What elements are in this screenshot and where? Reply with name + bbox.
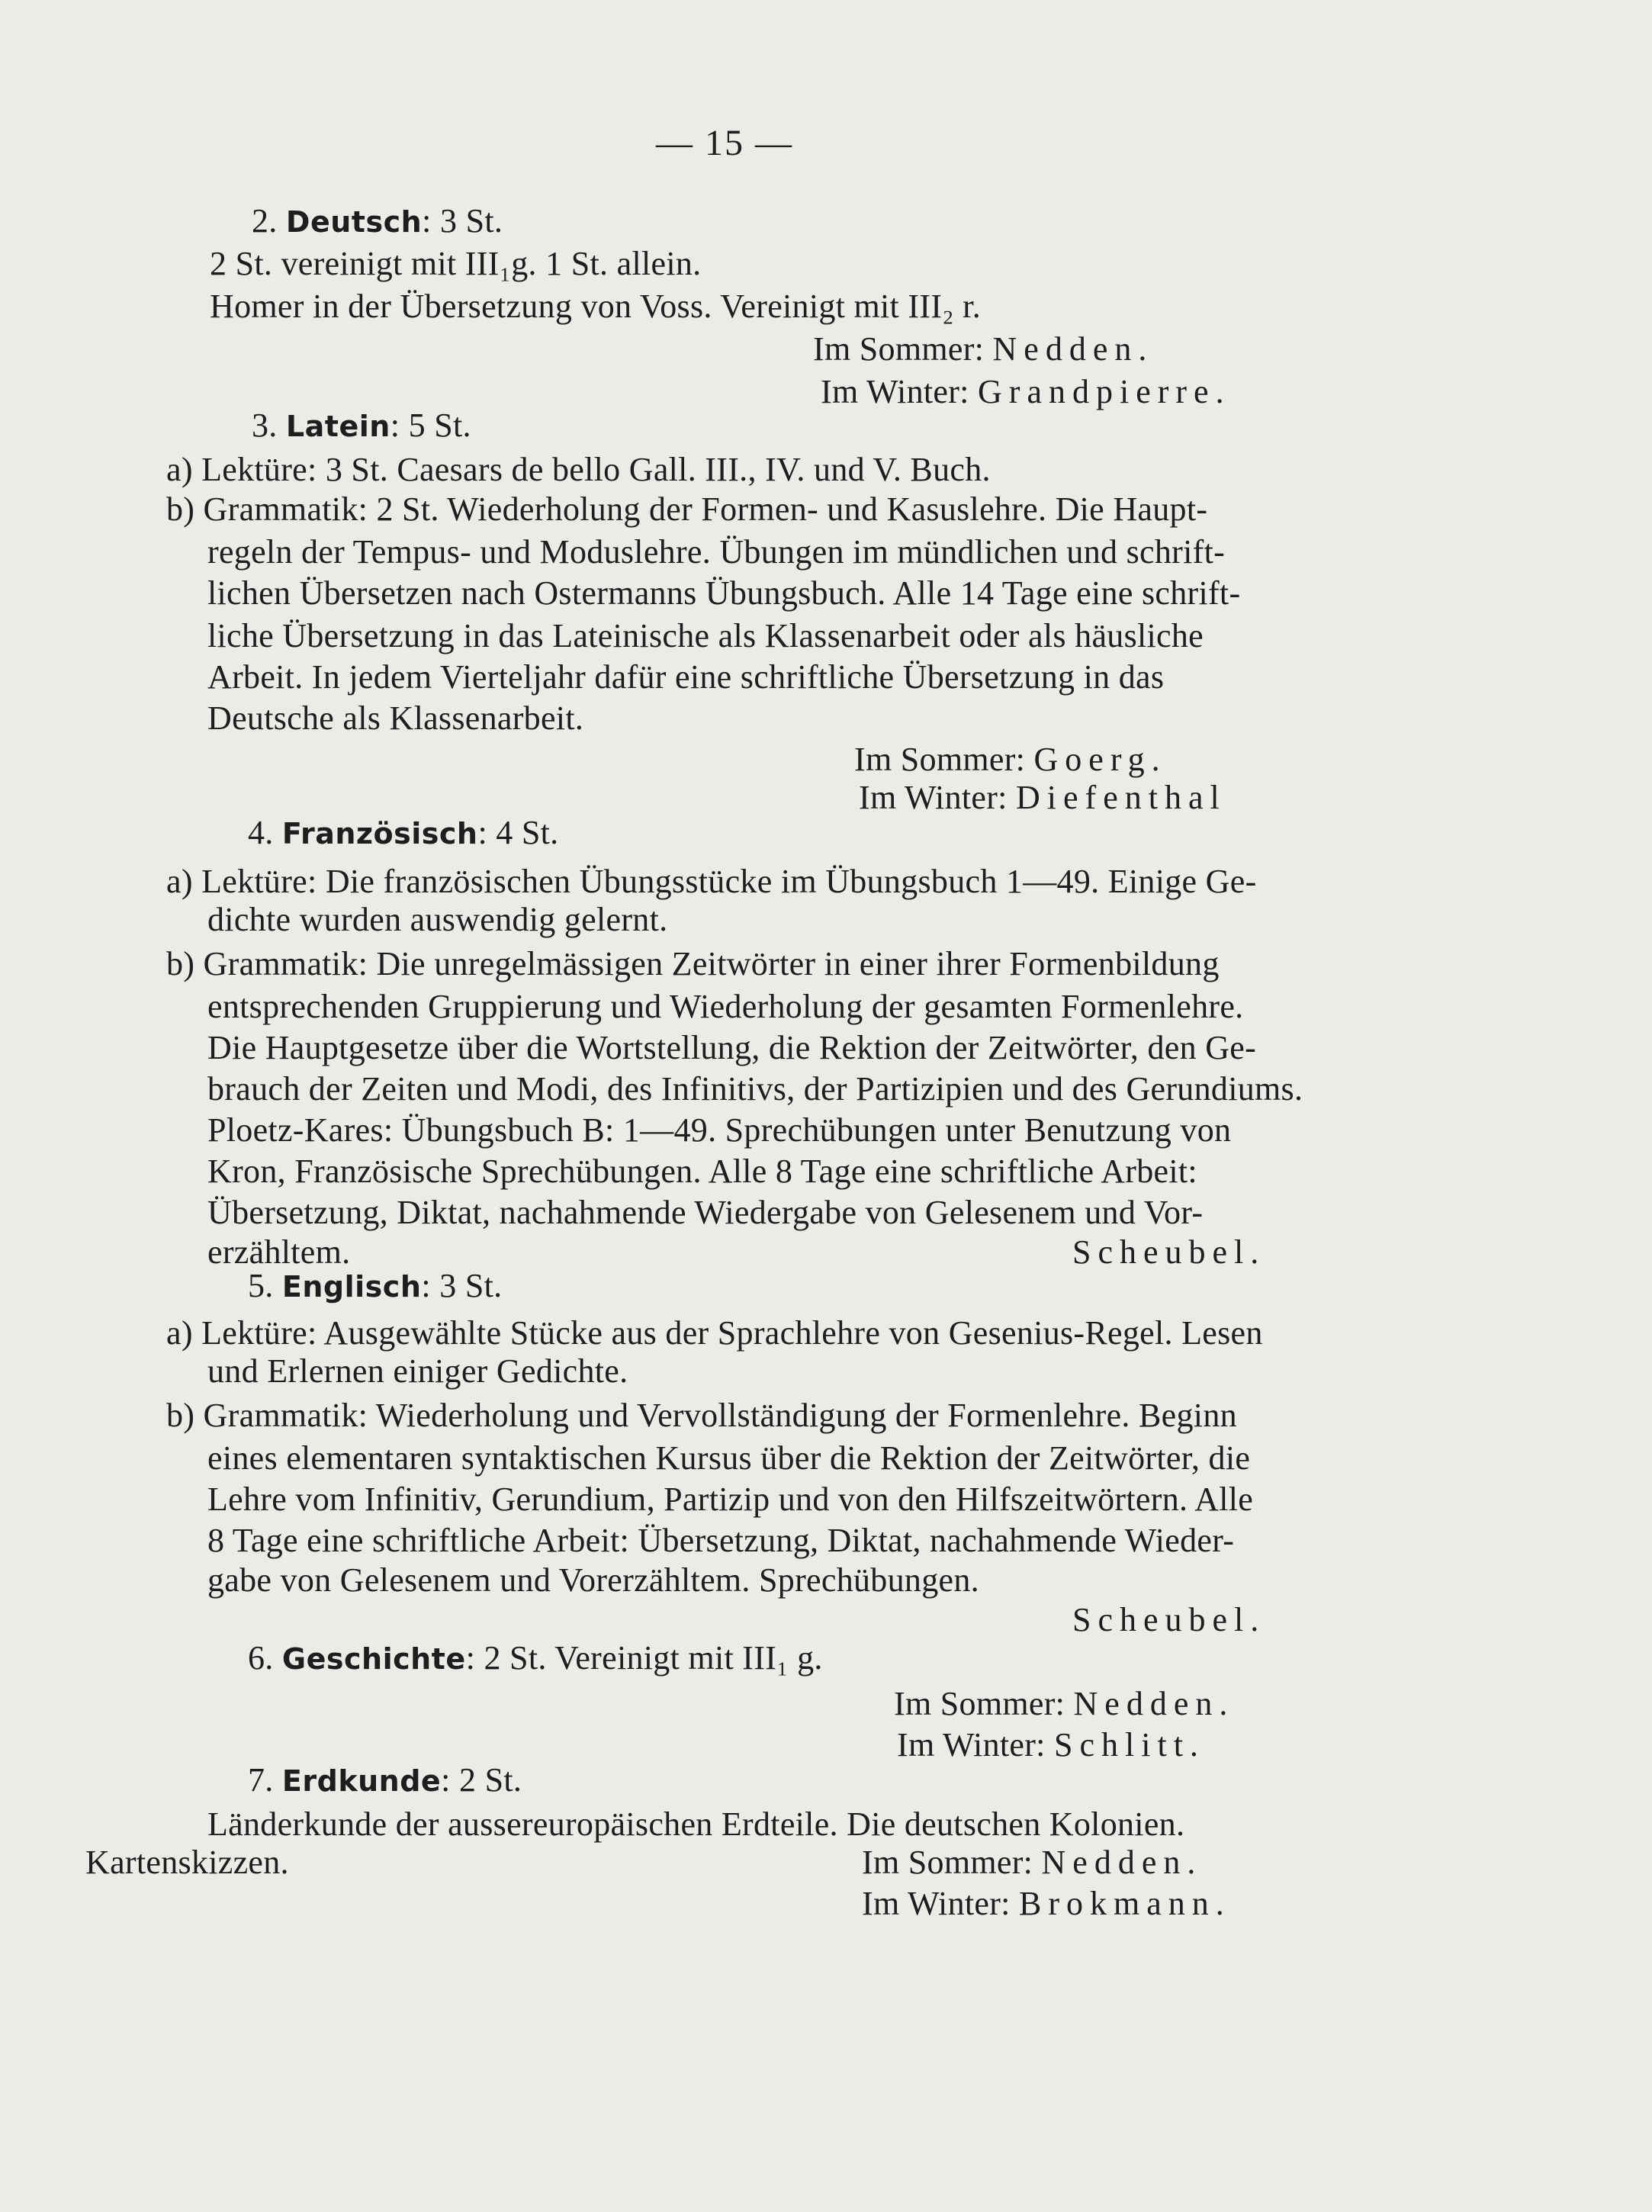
text-line: b) Grammatik: Die unregelmässigen Zeitwörter in einer ihrer Formenbildung: [166, 945, 1220, 982]
text-line: Kron, Französische Sprechübungen. Alle 8 Tage eine schriftliche Arbeit:: [207, 1153, 1197, 1190]
section-title: Latein: [285, 410, 391, 443]
text-line: a) Lektüre: Die französischen Übungsstücke im Übungsbuch 1—49. Einige Ge-: [166, 863, 1257, 900]
text-line: 8 Tage eine schriftliche Arbeit: Übersetzung, Diktat, nachahmende Wieder-: [207, 1522, 1235, 1559]
section-heading-franzoesisch: 4. Französisch: 4 St.: [248, 814, 559, 851]
text-line: erzähltem.: [207, 1233, 351, 1271]
text-line: Lehre vom Infinitiv, Gerundium, Partizip und von den Hilfszeitwörtern. Alle: [207, 1481, 1254, 1518]
section-heading-latein: 3. Latein: 5 St.: [252, 407, 471, 444]
text-line: Kartenskizzen.: [85, 1844, 289, 1881]
text-line: lichen Übersetzen nach Ostermanns Übungsbuch. Alle 14 Tage eine schrift-: [207, 574, 1241, 612]
section-heading-deutsch: 2. Deutsch: 3 St.: [252, 202, 503, 240]
text-line: a) Lektüre: 3 St. Caesars de bello Gall. III., IV. und V. Buch.: [166, 451, 991, 488]
section-heading-erdkunde: 7. Erdkunde: 2 St.: [248, 1761, 522, 1799]
text-line: b) Grammatik: Wiederholung und Vervollständigung der Formenlehre. Beginn: [166, 1397, 1237, 1434]
text-line: Homer in der Übersetzung von Voss. Vereinigt mit III₂ r.: [210, 288, 981, 325]
teacher-winter: Im Winter: Diefenthal: [859, 779, 1226, 816]
section-title: Erdkunde: [281, 1764, 442, 1798]
text-line: und Erlernen einiger Gedichte.: [207, 1352, 628, 1390]
teacher-summer: Im Sommer: Goerg.: [854, 741, 1167, 778]
text-line: Arbeit. In jedem Vierteljahr dafür eine schriftliche Übersetzung in das: [207, 658, 1165, 696]
teacher-winter: Im Winter: Schlitt.: [897, 1726, 1205, 1763]
text-line: eines elementaren syntaktischen Kursus über die Rektion der Zeitwörter, die: [207, 1439, 1251, 1477]
teacher-winter: Im Winter: Brokmann.: [862, 1885, 1231, 1922]
text-line: 2 St. vereinigt mit III₁g. 1 St. allein.: [210, 245, 702, 282]
text-line: Ploetz-Kares: Übungsbuch B: 1—49. Sprechübungen unter Benutzung von: [207, 1111, 1232, 1149]
text-line: entsprechenden Gruppierung und Wiederholung der gesamten Formenlehre.: [207, 988, 1244, 1025]
teacher-winter: Im Winter: Grandpierre.: [821, 373, 1231, 410]
text-line: Länderkunde der aussereuropäischen Erdteile. Die deutschen Kolonien.: [207, 1805, 1185, 1843]
text-line: dichte wurden auswendig gelernt.: [207, 901, 668, 938]
text-line: regeln der Tempus- und Moduslehre. Übungen im mündlichen und schrift-: [207, 533, 1226, 571]
text-line: Deutsche als Klassenarbeit.: [207, 699, 584, 737]
text-line: gabe von Gelesenem und Vorerzähltem. Sprechübungen.: [207, 1561, 979, 1599]
teacher-summer: Im Sommer: Nedden.: [813, 330, 1154, 368]
text-line: liche Übersetzung in das Lateinische als Klassenarbeit oder als häusliche: [207, 617, 1204, 654]
text-line: Übersetzung, Diktat, nachahmende Wiedergabe von Gelesenem und Vor-: [207, 1194, 1204, 1231]
text-line: b) Grammatik: 2 St. Wiederholung der Formen- und Kasuslehre. Die Haupt-: [166, 490, 1208, 528]
text-line: Die Hauptgesetze über die Wortstellung, die Rektion der Zeitwörter, den Ge-: [207, 1029, 1257, 1066]
section-title: Französisch: [281, 817, 478, 850]
page-number: — 15 —: [656, 123, 793, 163]
teacher-name: Scheubel.: [1072, 1601, 1266, 1638]
teacher-summer: Im Sommer: Nedden.: [894, 1685, 1235, 1722]
section-heading-geschichte: 6. Geschichte: 2 St. Vereinigt mit III₁ g.: [248, 1639, 823, 1677]
text-line: a) Lektüre: Ausgewählte Stücke aus der Sprachlehre von Gesenius-Regel. Lesen: [166, 1314, 1263, 1352]
text-line: brauch der Zeiten und Modi, des Infinitivs, der Partizipien und des Gerundiums.: [207, 1070, 1303, 1108]
teacher-name: Scheubel.: [1072, 1233, 1266, 1271]
teacher-summer: Im Sommer: Nedden.: [862, 1844, 1203, 1881]
section-title: Deutsch: [285, 205, 423, 239]
section-heading-englisch: 5. Englisch: 3 St.: [248, 1267, 503, 1304]
section-title: Englisch: [281, 1270, 422, 1304]
section-title: Geschichte: [281, 1642, 466, 1676]
